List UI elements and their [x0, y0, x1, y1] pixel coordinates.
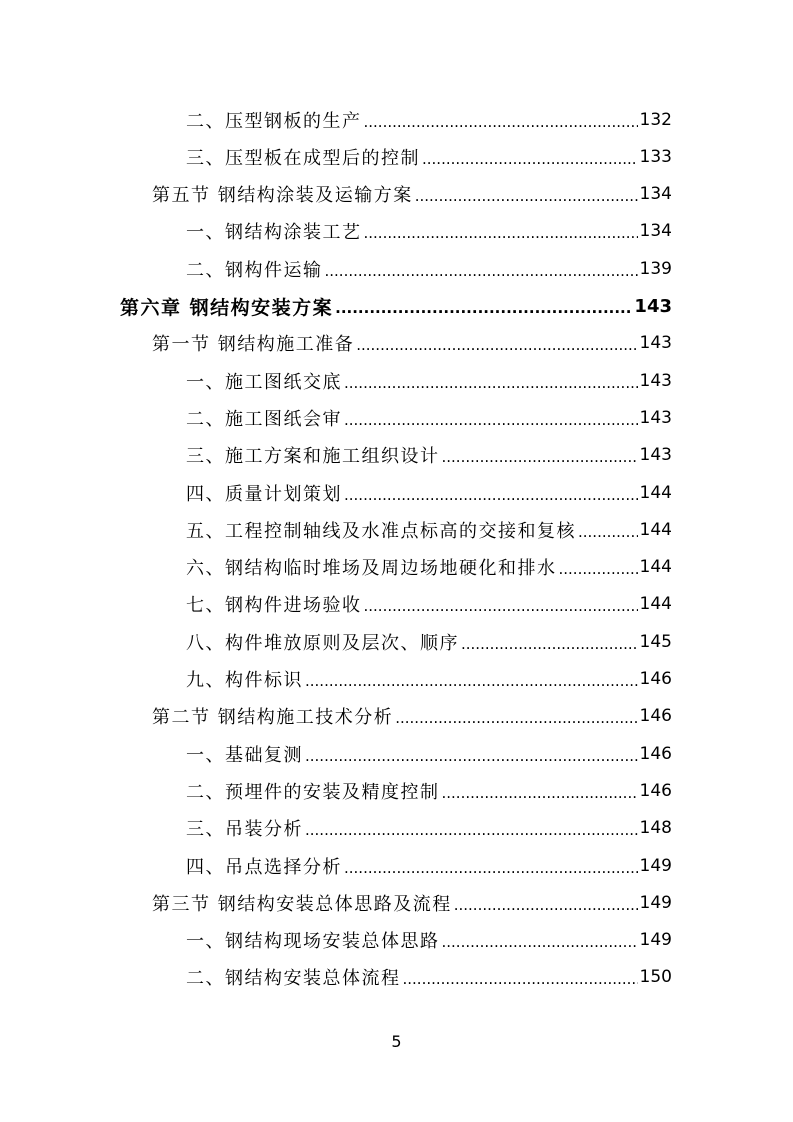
toc-entry-title: 一、钢结构涂装工艺	[186, 222, 362, 244]
toc-entry-page: 148	[639, 818, 672, 839]
toc-entry-title: 一、基础复测	[186, 744, 303, 766]
toc-dot-leader	[344, 374, 638, 392]
toc-dot-leader	[461, 635, 638, 653]
toc-dot-leader	[364, 113, 638, 131]
toc-entry-page: 143	[634, 295, 672, 317]
toc-dot-leader	[578, 523, 638, 541]
toc-entry-title: 第一节 钢结构施工准备	[152, 334, 355, 356]
toc-entry-title: 二、钢构件运输	[186, 259, 323, 281]
toc-entry-page: 132	[639, 109, 672, 130]
page-number: 5	[391, 1032, 402, 1051]
toc-entry-item[interactable]	[186, 922, 672, 959]
toc-entry-title: 三、施工方案和施工组织设计	[186, 446, 440, 468]
toc-entry-page: 144	[639, 594, 672, 615]
toc-dot-leader	[305, 821, 638, 839]
toc-dot-leader	[415, 187, 638, 205]
toc-entry-title: 二、钢结构安装总体流程	[186, 968, 401, 990]
toc-entry-page: 139	[639, 258, 672, 279]
toc-entry-section[interactable]	[152, 698, 672, 735]
toc-entry-title: 第二节 钢结构施工技术分析	[152, 707, 394, 729]
toc-dot-leader	[364, 224, 638, 242]
toc-entry-item[interactable]	[186, 959, 672, 996]
toc-entry-item[interactable]	[186, 810, 672, 847]
toc-entry-page: 149	[639, 855, 672, 876]
toc-dot-leader	[344, 411, 638, 429]
toc-entry-page: 145	[639, 631, 672, 652]
toc-dot-leader	[395, 709, 637, 727]
toc-entry-item[interactable]	[186, 399, 672, 436]
toc-dot-leader	[422, 150, 638, 168]
toc-entry-page: 146	[639, 669, 672, 689]
toc-entry-chapter[interactable]	[120, 288, 672, 325]
toc-entry-title: 二、预埋件的安装及精度控制	[186, 781, 440, 803]
toc-entry-item[interactable]	[186, 847, 672, 884]
toc-entry-page: 146	[639, 780, 672, 801]
toc-entry-item[interactable]	[186, 437, 672, 474]
toc-dot-leader	[356, 336, 637, 354]
toc-dot-leader	[364, 597, 638, 615]
toc-dot-leader	[344, 859, 638, 877]
toc-entry-page: 134	[639, 184, 672, 205]
toc-dot-leader	[442, 448, 638, 466]
toc-entry-section[interactable]	[152, 325, 672, 362]
toc-entry-title: 六、钢结构临时堆场及周边场地硬化和排水	[186, 558, 557, 580]
toc-entry-item[interactable]	[186, 623, 672, 660]
toc-entry-title: 九、构件标识	[186, 670, 303, 691]
toc-entry-page: 144	[639, 482, 672, 503]
toc-entry-title: 第六章 钢结构安装方案	[120, 296, 334, 319]
toc-dot-leader	[335, 299, 632, 317]
toc-entry-item[interactable]	[186, 586, 672, 623]
toc-entry-item[interactable]	[186, 138, 672, 175]
toc-entry-page: 134	[639, 221, 672, 242]
toc-entry-item[interactable]	[186, 213, 672, 250]
toc-entry-item[interactable]	[186, 101, 672, 138]
toc-dot-leader	[454, 896, 638, 914]
toc-entry-page: 144	[639, 519, 672, 540]
toc-entry-section[interactable]	[152, 884, 672, 921]
toc-entry-title: 五、工程控制轴线及水准点标高的交接和复核	[186, 520, 576, 542]
toc-entry-title: 第三节 钢结构安装总体思路及流程	[152, 893, 452, 915]
toc-dot-leader	[559, 560, 638, 578]
toc-dot-leader	[344, 486, 638, 504]
toc-entry-item[interactable]	[186, 661, 672, 698]
toc-entry-item[interactable]	[186, 549, 672, 586]
toc-entry-item[interactable]	[186, 474, 672, 511]
toc-dot-leader	[305, 747, 638, 765]
toc-entry-page: 143	[639, 333, 672, 354]
toc-entry-section[interactable]	[152, 176, 672, 213]
toc-entry-page: 143	[639, 370, 672, 391]
toc-entry-title: 一、施工图纸交底	[186, 371, 342, 393]
toc-entry-page: 146	[639, 706, 672, 727]
toc-entry-item[interactable]	[186, 735, 672, 772]
toc-entry-title: 四、吊点选择分析	[186, 856, 342, 878]
toc-dot-leader	[442, 784, 638, 802]
toc-entry-title: 第五节 钢结构涂装及运输方案	[152, 185, 413, 207]
toc-entry-page: 133	[639, 146, 672, 167]
toc-entry-item[interactable]	[186, 250, 672, 287]
toc-dot-leader	[403, 970, 638, 988]
toc-entry-title: 一、钢结构现场安装总体思路	[186, 931, 440, 953]
toc-entry-title: 二、施工图纸会审	[186, 408, 342, 430]
toc-entry-item[interactable]	[186, 362, 672, 399]
toc-entry-title: 三、吊装分析	[186, 819, 303, 841]
toc-entry-page: 143	[639, 445, 672, 466]
toc-entry-title: 四、质量计划策划	[186, 483, 342, 505]
toc-entry-title: 八、构件堆放原则及层次、顺序	[186, 632, 459, 654]
toc-entry-page: 144	[639, 557, 672, 578]
toc-entry-title: 二、压型钢板的生产	[186, 110, 362, 132]
toc-dot-leader	[305, 672, 638, 690]
toc-entry-title: 七、钢构件进场验收	[186, 595, 362, 617]
toc-dot-leader	[325, 262, 638, 280]
toc-entry-page: 150	[639, 967, 672, 988]
toc-entry-item[interactable]	[186, 772, 672, 809]
toc-dot-leader	[442, 933, 638, 951]
toc-entry-page: 149	[639, 892, 672, 913]
toc-entry-item[interactable]	[186, 511, 672, 548]
toc-entry-title: 三、压型板在成型后的控制	[186, 147, 420, 169]
toc-entry-page: 146	[639, 743, 672, 764]
toc-entry-page: 143	[639, 407, 672, 428]
toc-entry-page: 149	[639, 930, 672, 951]
